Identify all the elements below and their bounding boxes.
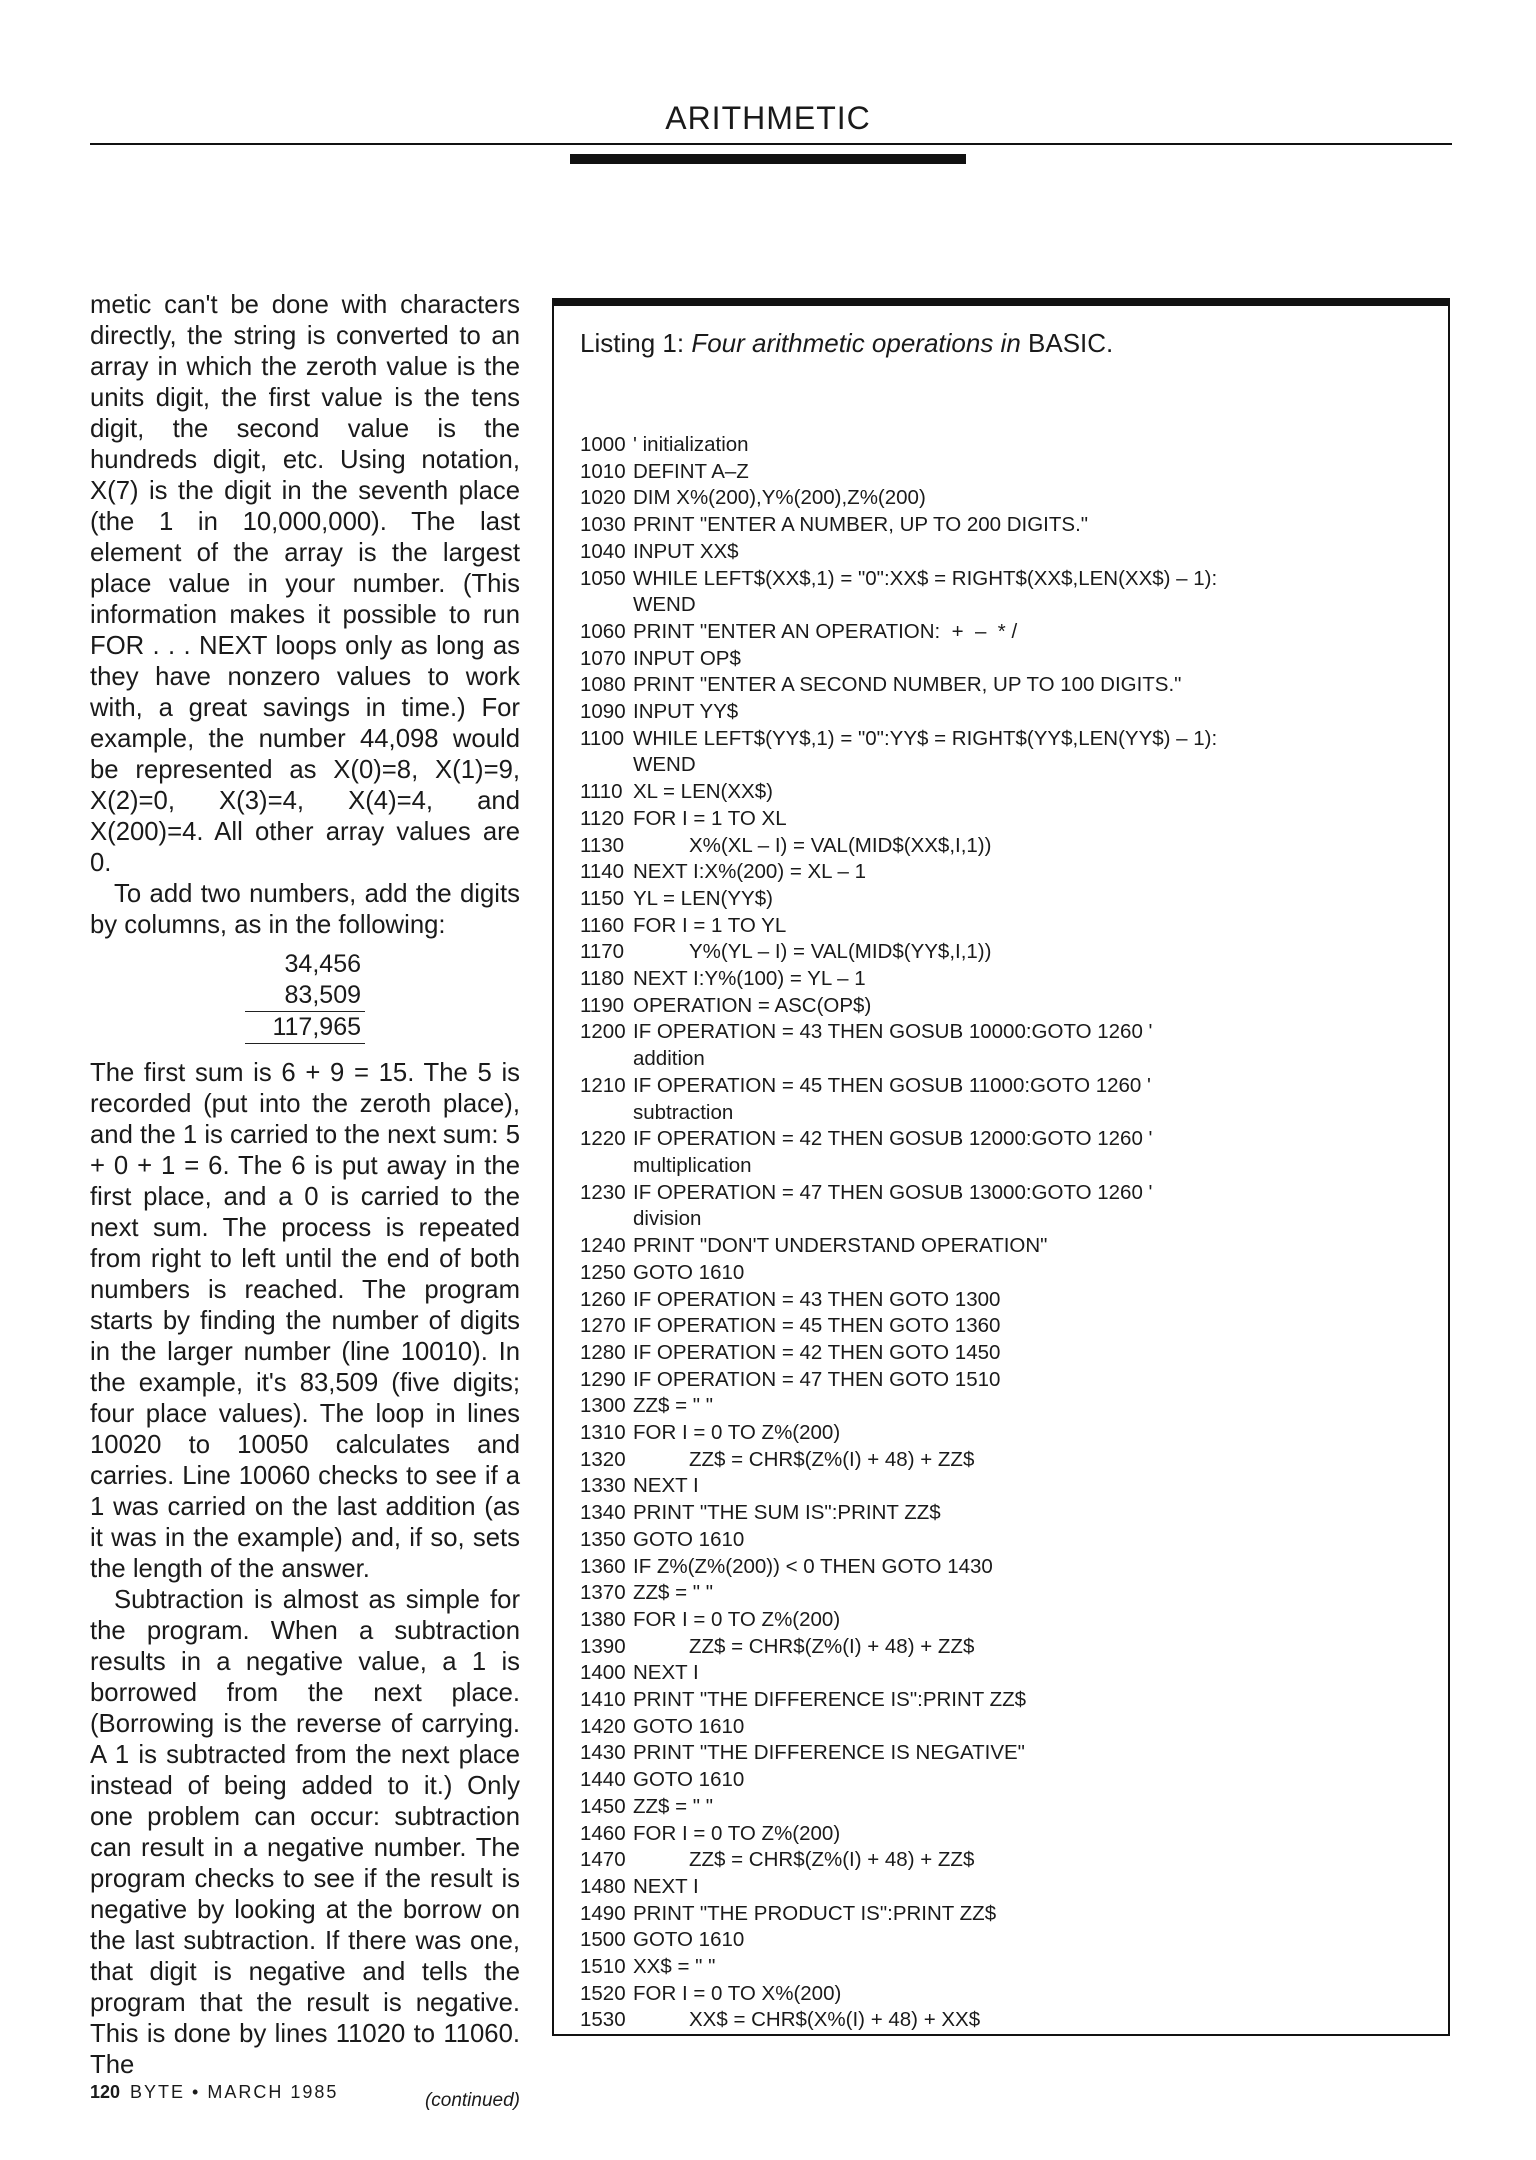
code-line (580, 726, 1430, 753)
line-number: 1440 (580, 1768, 626, 1792)
code-line (580, 1554, 1430, 1581)
line-number: 1120 (580, 806, 625, 830)
line-text: FOR I = 1 TO YL (633, 913, 787, 937)
line-number: 1300 (580, 1394, 626, 1418)
line-number: 1010 (580, 459, 626, 483)
line-number: 1420 (580, 1714, 626, 1738)
line-text: FOR I = 1 TO XL (633, 806, 787, 830)
code-line (580, 1447, 1430, 1474)
code-line (580, 752, 1430, 779)
line-number: 1480 (580, 1874, 626, 1898)
line-text: FOR I = 0 TO Z%(200) (633, 1607, 841, 1631)
article-paragraph: metic can't be done with characters directly, the string is converted to an array in which the zeroth value is the units digit, the first value is the tens digit, the second value is the hundreds digit, etc. Using notation, X(7) is the digit in the seventh place (the 1 in 10,000,000). The last element of the array is the largest place value in your number. (This information makes it possible to run FOR . . . NEXT loops only as long as they have nonzero values to work with, a great savings in time.) For example, the number 44,098 would be represented as X(0)=8, X(1)=9, X(2)=0, X(3)=4, X(4)=4, and X(200)=4. All other array values are 0. (90, 291, 520, 877)
line-text: GOTO 1610 (633, 1928, 745, 1952)
line-number: 1410 (580, 1688, 626, 1712)
code-line (580, 1046, 1430, 1073)
line-number: 1060 (580, 619, 626, 643)
code-line (580, 1180, 1430, 1207)
line-text: PRINT "ENTER A SECOND NUMBER, UP TO 100 DIGITS." (633, 673, 1182, 697)
listing-box (552, 298, 1450, 2036)
line-number: 1080 (580, 673, 626, 697)
header-rule (90, 143, 1452, 145)
line-number: 1460 (580, 1821, 626, 1845)
line-number: 1070 (580, 646, 626, 670)
code-line (580, 1767, 1430, 1794)
line-number (580, 592, 633, 619)
line-number: 1430 (580, 1741, 626, 1765)
code-line (580, 1954, 1430, 1981)
line-number: 1310 (580, 1421, 626, 1445)
code-line (580, 1927, 1430, 1954)
code-line (580, 1019, 1430, 1046)
code-line (580, 1126, 1430, 1153)
line-number (580, 1100, 633, 1127)
line-number: 1170 (580, 940, 625, 964)
line-number: 1500 (580, 1928, 626, 1952)
line-number: 1000 (580, 433, 626, 456)
code-line (580, 1073, 1430, 1100)
code-line (580, 459, 1430, 486)
listing-caption-label: Listing 1: (580, 328, 685, 358)
listing-caption-title: Four arithmetic operations in (691, 328, 1021, 358)
code-line (580, 1901, 1430, 1928)
line-number: 1390 (580, 1634, 626, 1658)
listing-caption-lang: BASIC. (1028, 328, 1114, 358)
line-text: OPERATION = ASC(OP$) (633, 993, 872, 1017)
line-number: 1160 (580, 913, 625, 937)
line-text: PRINT "ENTER A NUMBER, UP TO 200 DIGITS." (633, 513, 1089, 537)
code-line (580, 2007, 1430, 2034)
addition-example (90, 949, 520, 1044)
code-line (580, 432, 1430, 459)
code-line (580, 1634, 1430, 1661)
code-line (580, 1340, 1430, 1367)
page-footer (90, 2082, 338, 2103)
code-line (580, 1313, 1430, 1340)
code-line (580, 1100, 1430, 1127)
line-text: XL = LEN(XX$) (633, 780, 773, 804)
line-text: NEXT I (633, 1874, 699, 1898)
line-text: WEND (633, 753, 696, 777)
line-number (580, 1046, 633, 1073)
header-bar (570, 154, 966, 164)
code-line (580, 913, 1430, 940)
code-line (580, 1687, 1430, 1714)
listing-caption (580, 328, 1113, 359)
line-number: 1470 (580, 1848, 626, 1872)
line-text: multiplication (633, 1153, 752, 1177)
line-text: ZZ$ = " " (633, 1794, 714, 1818)
code-line (580, 1580, 1430, 1607)
code-line (580, 512, 1430, 539)
code-line (580, 1393, 1430, 1420)
line-number: 1220 (580, 1127, 626, 1151)
line-number: 1360 (580, 1554, 626, 1578)
line-text: IF OPERATION = 45 THEN GOTO 1360 (633, 1314, 1001, 1338)
line-text: WEND (633, 593, 696, 617)
line-text: IF OPERATION = 47 THEN GOSUB 13000:GOTO 1260 ' (633, 1180, 1153, 1204)
code-line (580, 806, 1430, 833)
line-number: 1290 (580, 1367, 626, 1391)
line-text: WHILE LEFT$(XX$,1) = "0":XX$ = RIGHT$(XX$,LEN(XX$) – 1): (633, 566, 1218, 590)
line-number (580, 1206, 633, 1233)
article-paragraph: The first sum is 6 + 9 = 15. The 5 is recorded (put into the zeroth place), and the 1 is carried to the next sum: 5 + 0 + 1 = 6. The 6 is put away in the first place, and a 0 is carried to the next sum. The process is repeated from right to left until the end of both numbers is reached. The program starts by finding the number of digits in the larger number (line 10010). In the example, it's 83,509 (five digits; four place values). The loop in lines 10020 to 10050 calculates and carries. Line 10060 checks to see if a 1 was carried on the last addition (as it was in the example) and, if so, sets the length of the answer. (90, 1059, 520, 1583)
line-text: PRINT "THE DIFFERENCE IS":PRINT ZZ$ (633, 1688, 1027, 1712)
line-number: 1350 (580, 1527, 626, 1551)
line-text: IF OPERATION = 43 THEN GOSUB 10000:GOTO 1260 ' (633, 1020, 1153, 1044)
line-text: PRINT "THE PRODUCT IS":PRINT ZZ$ (633, 1901, 997, 1925)
line-text: YL = LEN(YY$) (633, 886, 773, 910)
code-line (580, 1821, 1430, 1848)
line-text: FOR I = 0 TO X%(200) (633, 1981, 842, 2005)
line-number: 1380 (580, 1607, 626, 1631)
code-line (580, 1607, 1430, 1634)
code-line (580, 966, 1430, 993)
line-text: ZZ$ = CHR$(Z%(I) + 48) + ZZ$ (689, 1447, 975, 1471)
code-line (580, 993, 1430, 1020)
line-text: ZZ$ = " " (633, 1581, 714, 1605)
line-text: GOTO 1610 (633, 1527, 745, 1551)
line-number: 1030 (580, 513, 626, 537)
code-line (580, 1981, 1430, 2008)
code-line (580, 592, 1430, 619)
code-line (580, 646, 1430, 673)
line-text: GOTO 1610 (633, 1260, 745, 1284)
code-line (580, 672, 1430, 699)
code-line (580, 485, 1430, 512)
line-text: IF OPERATION = 43 THEN GOTO 1300 (633, 1287, 1001, 1311)
code-line (580, 1260, 1430, 1287)
line-number: 1180 (580, 967, 625, 991)
line-text: division (633, 1207, 702, 1231)
line-number: 1280 (580, 1340, 626, 1364)
example-addend-1: 34,456 (284, 950, 361, 978)
line-text: ' initialization (633, 433, 749, 456)
line-number: 1130 (580, 833, 625, 857)
article-paragraph: To add two numbers, add the digits by columns, as in the following: (90, 880, 520, 939)
line-text: ZZ$ = CHR$(Z%(I) + 48) + ZZ$ (689, 1848, 975, 1872)
line-number: 1200 (580, 1020, 626, 1044)
example-sum: 117,965 (245, 1012, 365, 1044)
line-text: INPUT OP$ (633, 646, 741, 670)
line-text: NEXT I (633, 1474, 699, 1498)
publication-line: BYTE • MARCH 1985 (130, 2082, 339, 2102)
line-number: 1450 (580, 1794, 626, 1818)
line-number: 1240 (580, 1234, 626, 1258)
line-number (580, 752, 633, 779)
code-line (580, 1153, 1430, 1180)
line-number: 1510 (580, 1955, 626, 1979)
code-line (580, 566, 1430, 593)
line-text: XX$ = " " (633, 1955, 716, 1979)
code-line (580, 833, 1430, 860)
line-text: addition (633, 1047, 705, 1071)
line-text: INPUT XX$ (633, 539, 739, 563)
line-number: 1050 (580, 566, 626, 590)
code-line (580, 1714, 1430, 1741)
line-number: 1230 (580, 1180, 626, 1204)
line-text: INPUT YY$ (633, 700, 739, 724)
line-text: IF OPERATION = 45 THEN GOSUB 11000:GOTO 1260 ' (633, 1073, 1151, 1097)
line-number: 1340 (580, 1501, 626, 1525)
line-number: 1400 (580, 1661, 626, 1685)
code-line (580, 939, 1430, 966)
code-line (580, 1740, 1430, 1767)
line-number: 1490 (580, 1901, 626, 1925)
code-line (580, 1500, 1430, 1527)
line-text: GOTO 1610 (633, 1768, 745, 1792)
code-listing (580, 432, 1430, 2034)
code-line (580, 1233, 1430, 1260)
page-header-title: ARITHMETIC (665, 100, 871, 136)
example-addend-2: 83,509 (245, 980, 365, 1012)
code-line (580, 1206, 1430, 1233)
line-text: FOR I = 0 TO Z%(200) (633, 1821, 841, 1845)
code-line (580, 859, 1430, 886)
code-line (580, 1660, 1430, 1687)
line-number: 1210 (580, 1073, 626, 1097)
line-text: XX$ = CHR$(X%(I) + 48) + XX$ (689, 2008, 981, 2032)
code-line (580, 1420, 1430, 1447)
line-text: PRINT "THE SUM IS":PRINT ZZ$ (633, 1501, 941, 1525)
line-number: 1020 (580, 486, 626, 510)
code-line (580, 1527, 1430, 1554)
line-number (580, 1153, 633, 1180)
line-text: ZZ$ = CHR$(Z%(I) + 48) + ZZ$ (689, 1634, 975, 1658)
line-text: NEXT I (633, 1661, 699, 1685)
page-number: 120 (90, 2082, 121, 2102)
code-line (580, 1794, 1430, 1821)
code-line (580, 1367, 1430, 1394)
article-paragraph: Subtraction is almost as simple for the program. When a subtraction results in a negative value, a 1 is borrowed from the next place. (Borrowing is the reverse of carrying. A 1 is subtracted from the next place instead of being added to it.) Only one problem can occur: subtraction can result in a negative number. The program checks to see if the result is negative by looking at the borrow on the last subtraction. If there was one, that digit is negative and tells the program that the result is negative. This is done by lines 11020 to 11060. The (90, 1586, 520, 2079)
line-number: 1320 (580, 1447, 626, 1471)
line-number: 1040 (580, 539, 626, 563)
code-line (580, 619, 1430, 646)
line-number: 1110 (580, 780, 623, 804)
line-text: NEXT I:X%(200) = XL – 1 (633, 860, 867, 884)
code-line (580, 1473, 1430, 1500)
line-text: FOR I = 0 TO Z%(200) (633, 1421, 841, 1445)
line-text: PRINT "THE DIFFERENCE IS NEGATIVE" (633, 1741, 1025, 1765)
code-line (580, 1847, 1430, 1874)
line-text: X%(XL – I) = VAL(MID$(XX$,I,1)) (689, 833, 992, 857)
code-line (580, 1287, 1430, 1314)
code-line (580, 539, 1430, 566)
line-text: DIM X%(200),Y%(200),Z%(200) (633, 486, 926, 510)
article-column (90, 290, 520, 2116)
line-number: 1100 (580, 726, 625, 750)
code-line (580, 1874, 1430, 1901)
line-number: 1090 (580, 700, 626, 724)
line-number: 1370 (580, 1581, 626, 1605)
line-number: 1330 (580, 1474, 626, 1498)
line-text: DEFINT A–Z (633, 459, 749, 483)
line-text: ZZ$ = " " (633, 1394, 714, 1418)
code-line (580, 699, 1430, 726)
code-line (580, 779, 1430, 806)
line-text: IF OPERATION = 47 THEN GOTO 1510 (633, 1367, 1001, 1391)
line-text: PRINT "DON'T UNDERSTAND OPERATION" (633, 1234, 1048, 1258)
line-text: IF Z%(Z%(200)) < 0 THEN GOTO 1430 (633, 1554, 993, 1578)
line-number: 1530 (580, 2008, 626, 2032)
line-text: PRINT "ENTER AN OPERATION: + – * / (633, 619, 1018, 643)
line-text: NEXT I:Y%(100) = YL – 1 (633, 967, 866, 991)
line-text: WHILE LEFT$(YY$,1) = "0":YY$ = RIGHT$(YY$,LEN(YY$) – 1): (633, 726, 1218, 750)
code-line (580, 886, 1430, 913)
line-number: 1520 (580, 1981, 626, 2005)
line-text: subtraction (633, 1100, 734, 1124)
line-text: IF OPERATION = 42 THEN GOSUB 12000:GOTO 1260 ' (633, 1127, 1153, 1151)
line-number: 1140 (580, 860, 625, 884)
line-number: 1190 (580, 993, 625, 1017)
line-text: IF OPERATION = 42 THEN GOTO 1450 (633, 1340, 1001, 1364)
line-number: 1260 (580, 1287, 626, 1311)
line-number: 1150 (580, 886, 625, 910)
line-text: Y%(YL – I) = VAL(MID$(YY$,I,1)) (689, 940, 992, 964)
line-number: 1270 (580, 1314, 626, 1338)
continued-note: (continued) (424, 2090, 520, 2111)
line-number: 1250 (580, 1260, 626, 1284)
line-text: GOTO 1610 (633, 1714, 745, 1738)
